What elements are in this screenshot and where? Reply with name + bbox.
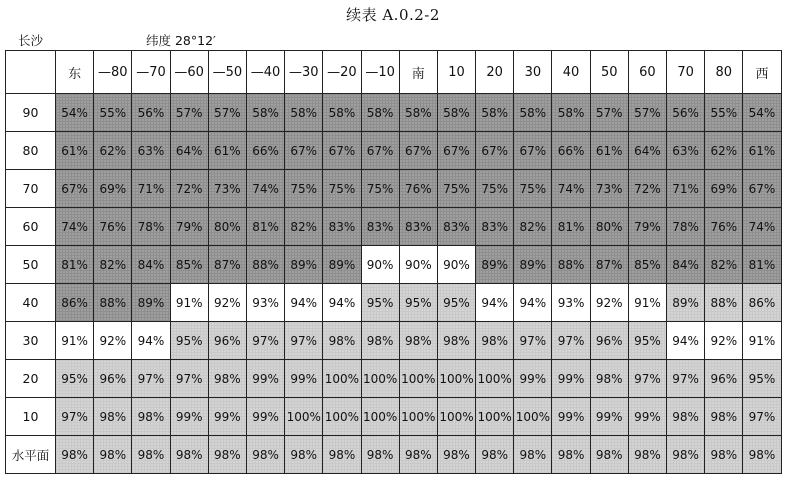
table-cell: 97% bbox=[514, 322, 552, 360]
table-cell: 67% bbox=[743, 170, 781, 208]
table-cell: 81% bbox=[552, 208, 590, 246]
table-cell: 98% bbox=[437, 322, 475, 360]
table-row bbox=[6, 360, 782, 398]
table-cell: 98% bbox=[476, 436, 514, 474]
table-cell: 58% bbox=[285, 94, 323, 132]
table-cell: 89% bbox=[476, 246, 514, 284]
table-cell: 74% bbox=[246, 170, 284, 208]
row-label: 10 bbox=[6, 398, 56, 436]
column-header: —30 bbox=[285, 51, 323, 94]
row-label: 50 bbox=[6, 246, 56, 284]
table-cell: 97% bbox=[132, 360, 170, 398]
table-cell: 79% bbox=[628, 208, 666, 246]
table-cell: 98% bbox=[590, 436, 628, 474]
table-cell: 98% bbox=[667, 436, 705, 474]
table-cell: 78% bbox=[667, 208, 705, 246]
table-cell: 75% bbox=[285, 170, 323, 208]
table-cell: 81% bbox=[246, 208, 284, 246]
table-cell: 100% bbox=[361, 398, 399, 436]
table-cell: 83% bbox=[361, 208, 399, 246]
row-label: 70 bbox=[6, 170, 56, 208]
column-header: 80 bbox=[705, 51, 743, 94]
table-cell: 57% bbox=[590, 94, 628, 132]
table-cell: 94% bbox=[132, 322, 170, 360]
table-cell: 82% bbox=[705, 246, 743, 284]
table-cell: 95% bbox=[399, 284, 437, 322]
table-row bbox=[6, 208, 782, 246]
table-cell: 97% bbox=[170, 360, 208, 398]
table-cell: 98% bbox=[399, 436, 437, 474]
table-cell: 67% bbox=[361, 132, 399, 170]
table-cell: 78% bbox=[132, 208, 170, 246]
table-cell: 80% bbox=[590, 208, 628, 246]
table-cell: 99% bbox=[285, 360, 323, 398]
row-label: 60 bbox=[6, 208, 56, 246]
table-cell: 98% bbox=[437, 436, 475, 474]
table-cell: 96% bbox=[705, 360, 743, 398]
table-cell: 89% bbox=[514, 246, 552, 284]
table-cell: 57% bbox=[170, 94, 208, 132]
table-row bbox=[6, 284, 782, 322]
table-cell: 67% bbox=[514, 132, 552, 170]
table-row bbox=[6, 322, 782, 360]
table-cell: 82% bbox=[94, 246, 132, 284]
table-cell: 99% bbox=[552, 360, 590, 398]
table-cell: 81% bbox=[743, 246, 781, 284]
table-cell: 96% bbox=[208, 322, 246, 360]
column-header: 70 bbox=[667, 51, 705, 94]
table-cell: 75% bbox=[476, 170, 514, 208]
table-cell: 67% bbox=[476, 132, 514, 170]
row-label: 90 bbox=[6, 94, 56, 132]
table-cell: 100% bbox=[323, 398, 361, 436]
table-cell: 58% bbox=[399, 94, 437, 132]
table-cell: 98% bbox=[705, 436, 743, 474]
table-cell: 76% bbox=[94, 208, 132, 246]
table-cell: 82% bbox=[285, 208, 323, 246]
table-cell: 98% bbox=[285, 436, 323, 474]
table-cell: 82% bbox=[514, 208, 552, 246]
table-cell: 94% bbox=[476, 284, 514, 322]
corner-cell bbox=[6, 51, 56, 94]
table-cell: 58% bbox=[437, 94, 475, 132]
table-cell: 98% bbox=[94, 436, 132, 474]
table-cell: 83% bbox=[437, 208, 475, 246]
column-header: —70 bbox=[132, 51, 170, 94]
table-cell: 71% bbox=[667, 170, 705, 208]
table-cell: 98% bbox=[590, 360, 628, 398]
table-title: 续表 A.0.2-2 bbox=[346, 6, 440, 24]
table-cell: 72% bbox=[628, 170, 666, 208]
table-cell: 96% bbox=[590, 322, 628, 360]
table-cell: 61% bbox=[56, 132, 94, 170]
table-cell: 58% bbox=[514, 94, 552, 132]
table-cell: 98% bbox=[170, 436, 208, 474]
table-cell: 75% bbox=[437, 170, 475, 208]
table-cell: 91% bbox=[56, 322, 94, 360]
column-header: —20 bbox=[323, 51, 361, 94]
table-cell: 73% bbox=[590, 170, 628, 208]
row-label: 水平面 bbox=[6, 436, 56, 474]
table-cell: 84% bbox=[132, 246, 170, 284]
column-header: —50 bbox=[208, 51, 246, 94]
table-cell: 83% bbox=[323, 208, 361, 246]
table-cell: 99% bbox=[246, 398, 284, 436]
table-cell: 81% bbox=[56, 246, 94, 284]
irradiance-table bbox=[5, 50, 782, 474]
table-cell: 94% bbox=[323, 284, 361, 322]
table-cell: 74% bbox=[743, 208, 781, 246]
table-cell: 97% bbox=[246, 322, 284, 360]
table-cell: 58% bbox=[476, 94, 514, 132]
table-cell: 75% bbox=[514, 170, 552, 208]
table-cell: 98% bbox=[476, 322, 514, 360]
table-cell: 98% bbox=[323, 436, 361, 474]
latitude-label: 纬度 28°12′ bbox=[146, 33, 216, 48]
table-row bbox=[6, 398, 782, 436]
table-cell: 95% bbox=[170, 322, 208, 360]
table-cell: 93% bbox=[552, 284, 590, 322]
table-cell: 98% bbox=[743, 436, 781, 474]
table-cell: 57% bbox=[628, 94, 666, 132]
table-cell: 98% bbox=[399, 322, 437, 360]
table-cell: 69% bbox=[705, 170, 743, 208]
table-cell: 88% bbox=[705, 284, 743, 322]
table-cell: 69% bbox=[94, 170, 132, 208]
table-cell: 94% bbox=[667, 322, 705, 360]
column-header: 西 bbox=[743, 51, 781, 94]
table-cell: 61% bbox=[590, 132, 628, 170]
table-cell: 92% bbox=[590, 284, 628, 322]
table-cell: 67% bbox=[56, 170, 94, 208]
table-cell: 85% bbox=[170, 246, 208, 284]
table-cell: 56% bbox=[667, 94, 705, 132]
table-row bbox=[6, 94, 782, 132]
table-cell: 90% bbox=[399, 246, 437, 284]
table-cell: 91% bbox=[170, 284, 208, 322]
table-cell: 83% bbox=[399, 208, 437, 246]
table-cell: 75% bbox=[361, 170, 399, 208]
table-cell: 72% bbox=[170, 170, 208, 208]
row-label: 80 bbox=[6, 132, 56, 170]
table-cell: 99% bbox=[514, 360, 552, 398]
table-cell: 99% bbox=[208, 398, 246, 436]
table-cell: 95% bbox=[56, 360, 94, 398]
table-cell: 99% bbox=[170, 398, 208, 436]
table-cell: 98% bbox=[94, 398, 132, 436]
table-cell: 76% bbox=[399, 170, 437, 208]
table-cell: 94% bbox=[285, 284, 323, 322]
column-header: 10 bbox=[437, 51, 475, 94]
column-header: 60 bbox=[628, 51, 666, 94]
table-cell: 56% bbox=[132, 94, 170, 132]
table-cell: 86% bbox=[743, 284, 781, 322]
table-cell: 67% bbox=[285, 132, 323, 170]
column-header: —10 bbox=[361, 51, 399, 94]
table-cell: 99% bbox=[590, 398, 628, 436]
table-cell: 67% bbox=[323, 132, 361, 170]
table-cell: 100% bbox=[399, 398, 437, 436]
table-cell: 98% bbox=[132, 436, 170, 474]
column-header: 40 bbox=[552, 51, 590, 94]
table-cell: 95% bbox=[743, 360, 781, 398]
table-cell: 67% bbox=[437, 132, 475, 170]
table-cell: 98% bbox=[246, 436, 284, 474]
table-cell: 83% bbox=[476, 208, 514, 246]
table-cell: 87% bbox=[208, 246, 246, 284]
table-cell: 100% bbox=[323, 360, 361, 398]
table-cell: 62% bbox=[94, 132, 132, 170]
table-cell: 92% bbox=[208, 284, 246, 322]
table-cell: 89% bbox=[285, 246, 323, 284]
row-label: 30 bbox=[6, 322, 56, 360]
table-cell: 98% bbox=[667, 398, 705, 436]
table-cell: 84% bbox=[667, 246, 705, 284]
table-cell: 66% bbox=[246, 132, 284, 170]
table-cell: 73% bbox=[208, 170, 246, 208]
table-cell: 97% bbox=[552, 322, 590, 360]
table-cell: 62% bbox=[705, 132, 743, 170]
table-cell: 100% bbox=[437, 360, 475, 398]
city-label: 长沙 bbox=[18, 33, 44, 48]
row-label: 40 bbox=[6, 284, 56, 322]
table-cell: 98% bbox=[705, 398, 743, 436]
table-cell: 100% bbox=[361, 360, 399, 398]
table-cell: 95% bbox=[628, 322, 666, 360]
table-cell: 100% bbox=[476, 360, 514, 398]
table-cell: 100% bbox=[476, 398, 514, 436]
table-cell: 90% bbox=[361, 246, 399, 284]
column-header: —40 bbox=[246, 51, 284, 94]
table-cell: 88% bbox=[94, 284, 132, 322]
table-cell: 91% bbox=[628, 284, 666, 322]
table-cell: 92% bbox=[705, 322, 743, 360]
table-cell: 58% bbox=[361, 94, 399, 132]
table-cell: 89% bbox=[132, 284, 170, 322]
table-cell: 86% bbox=[56, 284, 94, 322]
table-cell: 98% bbox=[56, 436, 94, 474]
table-cell: 97% bbox=[628, 360, 666, 398]
table-cell: 97% bbox=[667, 360, 705, 398]
table-cell: 93% bbox=[246, 284, 284, 322]
table-cell: 98% bbox=[514, 436, 552, 474]
row-label: 20 bbox=[6, 360, 56, 398]
column-header: 20 bbox=[476, 51, 514, 94]
table-cell: 64% bbox=[628, 132, 666, 170]
table-cell: 98% bbox=[361, 436, 399, 474]
column-header: 50 bbox=[590, 51, 628, 94]
table-cell: 98% bbox=[208, 436, 246, 474]
column-header: 30 bbox=[514, 51, 552, 94]
table-cell: 80% bbox=[208, 208, 246, 246]
table-row bbox=[6, 170, 782, 208]
table-row bbox=[6, 132, 782, 170]
table-cell: 97% bbox=[285, 322, 323, 360]
table-cell: 54% bbox=[56, 94, 94, 132]
column-header: 南 bbox=[399, 51, 437, 94]
table-cell: 98% bbox=[132, 398, 170, 436]
header-row bbox=[6, 51, 782, 94]
table-cell: 89% bbox=[323, 246, 361, 284]
table-cell: 95% bbox=[361, 284, 399, 322]
table-cell: 55% bbox=[94, 94, 132, 132]
table-cell: 89% bbox=[667, 284, 705, 322]
table-cell: 57% bbox=[208, 94, 246, 132]
table-cell: 87% bbox=[590, 246, 628, 284]
table-cell: 58% bbox=[552, 94, 590, 132]
column-header: 东 bbox=[56, 51, 94, 94]
table-cell: 88% bbox=[246, 246, 284, 284]
table-cell: 63% bbox=[667, 132, 705, 170]
table-cell: 55% bbox=[705, 94, 743, 132]
table-cell: 61% bbox=[743, 132, 781, 170]
column-header: —80 bbox=[94, 51, 132, 94]
table-cell: 79% bbox=[170, 208, 208, 246]
table-cell: 54% bbox=[743, 94, 781, 132]
table-cell: 85% bbox=[628, 246, 666, 284]
table-cell: 90% bbox=[437, 246, 475, 284]
table-cell: 95% bbox=[437, 284, 475, 322]
table-cell: 58% bbox=[323, 94, 361, 132]
table-cell: 74% bbox=[56, 208, 94, 246]
table-cell: 88% bbox=[552, 246, 590, 284]
table-cell: 71% bbox=[132, 170, 170, 208]
table-cell: 98% bbox=[628, 436, 666, 474]
table-cell: 100% bbox=[285, 398, 323, 436]
table-cell: 99% bbox=[628, 398, 666, 436]
table-cell: 100% bbox=[399, 360, 437, 398]
table-cell: 98% bbox=[552, 436, 590, 474]
table-cell: 98% bbox=[361, 322, 399, 360]
table-cell: 94% bbox=[514, 284, 552, 322]
table-cell: 100% bbox=[437, 398, 475, 436]
table-cell: 76% bbox=[705, 208, 743, 246]
table-cell: 92% bbox=[94, 322, 132, 360]
column-header: —60 bbox=[170, 51, 208, 94]
table-cell: 99% bbox=[552, 398, 590, 436]
table-cell: 63% bbox=[132, 132, 170, 170]
table-cell: 98% bbox=[323, 322, 361, 360]
table-cell: 74% bbox=[552, 170, 590, 208]
table-cell: 99% bbox=[246, 360, 284, 398]
table-cell: 100% bbox=[514, 398, 552, 436]
table-cell: 67% bbox=[399, 132, 437, 170]
table-cell: 75% bbox=[323, 170, 361, 208]
table-cell: 97% bbox=[743, 398, 781, 436]
table-cell: 96% bbox=[94, 360, 132, 398]
table-row bbox=[6, 246, 782, 284]
table-cell: 61% bbox=[208, 132, 246, 170]
table-row bbox=[6, 436, 782, 474]
table-cell: 97% bbox=[56, 398, 94, 436]
table-cell: 91% bbox=[743, 322, 781, 360]
table-cell: 66% bbox=[552, 132, 590, 170]
table-cell: 58% bbox=[246, 94, 284, 132]
table-cell: 98% bbox=[208, 360, 246, 398]
table-cell: 64% bbox=[170, 132, 208, 170]
